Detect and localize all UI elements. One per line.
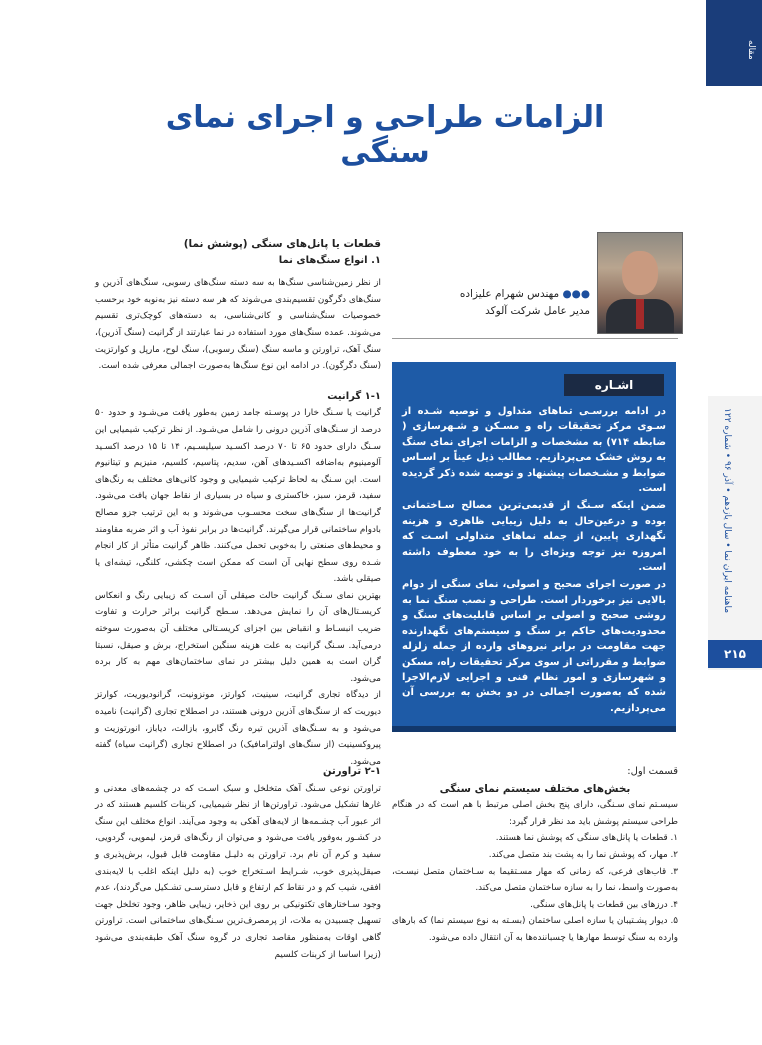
author-bullet-icon: ●●● xyxy=(562,288,590,300)
abstract-text xyxy=(402,404,666,718)
granite-title: ۱-۱ گرانیت xyxy=(327,390,381,402)
issue-label: ماهنامه ایران نما • سال یازدهم • آذر ۹۶ • شماره ۱۲۲ xyxy=(722,408,732,614)
page-number: ۲۱۵ xyxy=(708,640,762,668)
part-intro: سیسـتم نمای سـنگی، دارای پنج بخش اصلی مرتبط با هم است که در هنگام طراحی سیستم پوشش باید مد نظر قرار گیرد: xyxy=(392,800,678,827)
left-column-bottom xyxy=(95,764,381,963)
author-name-line xyxy=(400,286,590,303)
left-intro: از نظر زمین‌شناسی سنگ‌ها به سه دسته سنگ‌های رسوبی، سنگ‌های آذرین و سنگ‌های دگرگون تقسیم‌بندی می‌شوند که هر سه دسته نیز به‌نوبه خود برحسب خصوصیات سنگ‌شناسی و کانی‌شناسی، به دسته‌های کوچک‌تری تقسیم می‌شوند. عمده سنگ‌های مورد استفاده در نما عبارتند از گرانیت (سنگ آذرین)، سنگ آهک، تراورتن و ماسه سنگ (سنگ رسوبی)، سنگ لوح، مارپل و کوارتزیت (سنگ دگرگون). در ادامه این نوع سنگ‌ها به‌صورت اجمالی معرفی شده است. xyxy=(95,278,381,372)
author-info xyxy=(400,286,590,320)
part-one-section xyxy=(392,764,678,947)
left-heading: قطعات یا پانل‌های سنگی (پوشش نما) xyxy=(183,238,381,250)
granite-paragraph: گرانیت یا سـنگ خارا در پوسـته جامد زمین به‌طور یافت می‌شـود و حدود ۵۰ درصد از سـنگ‌های آذرین درونی را شامل می‌شـود. از نظر ترکیب شیمیایی این سـنگ دارای حدود ۶۵ تا ۷۰ درصد اکسـید سیلیسـیم، ۱۴ تا ۱۵ درصد اکسـید آلومینیوم به‌اضافه اکسـیدهای آهن، سدیم، پتاسیم، کلسیم، منیزیم و تیتانیوم است. این سـنگ به لحاظ ترکیب شیمیایی و وجود کانی‌های مختلف به رنگ‌های سفید، قرمز، سبز، خاکستری و سیاه در بسیاری از نقاط جهان یافت می‌شود. گرانیت‌ها از سنگ‌های سخت محسـوب می‌شوند و به این ترتیب جزو مصالح بادوام ساختمانی قرار می‌گیرند. گرانیت‌ها در برابر نفوذ آب و اثر ضربه مقاومند و محیط‌های صنعتی را به‌خوبی تحمل می‌کنند. ظاهر گرانیت متأثر از کار انجام شـده روی سطح نهایی آن است که ممکن است چکشی، کلنگی، تیشه‌ای یا صیقلی باشد. xyxy=(95,408,381,585)
author-role: مدیر عامل شرکت آلوکد xyxy=(485,305,590,317)
left-column xyxy=(95,236,381,770)
part-heading: بخش‌های مختلف سیستم نمای سنگی xyxy=(439,782,631,795)
author-face xyxy=(622,251,658,295)
left-subheading: ۱. انواع سنگ‌های نما xyxy=(278,254,381,266)
section-tab-label: مقاله xyxy=(746,40,756,60)
abstract-paragraph: در ادامه بررسـی تماهای متداول و توصیه شـده از سـوی مرکز تحقیقات راه و مسـکن و شـهرسازی ( ضابطه ۷۱۴) به مشخصات و الزامات اجرای نمای سنگ به روش خشک می‌پردازیم. مطالب ذیل عیناً بر اسـاس ضوابط و مشـخصات پیشنهاد و توصیه شده ذکر گردیده است. xyxy=(402,406,667,495)
list-item: ۲. مهار، که پوشش نما را به پشت بند متصل می‌کند. xyxy=(488,849,678,860)
granite-paragraph: بهترین نمای سـنگ گرانیت حالت صیقلی آن اسـت که زیبایی رنگ و انعکاس کریسـتال‌های آن را نمایش می‌دهد. سـطح گرانیت براثر حرارت و تفاوت ضریب انبسـاط و انقباض بین اجزای کریسـتالی مختلف آن به‌صورت سوخته درمی‌آید. سـنگ گرانیت به علت هزینه سنگین استخراج، برش و صیقل، نسبتا گران است به همین دلیل بیشتر در نمای ساختمان‌های مهم به کار برده می‌شود. xyxy=(95,590,381,684)
author-name: مهندس شهرام علیزاده xyxy=(459,288,560,300)
author-photo xyxy=(597,232,683,334)
abstract-paragraph: در صورت اجرای صحیح و اصولی، نمای سنگی از دوام بالایی نیز برخوردار است. طراحی و نصب سنگ نما به روشی صحیح و اصولی بر اساس قابلیت‌های سنگ و محدودیت‌های حاکم بر سنگ و سیستم‌های نگهدارنده جهت مقاومت در برابر نیروهای وارده از جمله زلزله ضوابط و مقرراتی از سوی مرکز تحقیقات راه، مسکن و شهرسازی و امور نظام فنی و اجرایی لازم‌الاجرا شده که به‌صورت اجمالی در دو بخش به بررسی آن می‌پردازیم. xyxy=(402,579,666,714)
author-divider xyxy=(392,338,678,339)
list-item: ۴. درزهای بین قطعات یا پانل‌های سنگی. xyxy=(530,899,678,910)
author-tie xyxy=(636,299,644,329)
abstract-heading: اشـاره xyxy=(564,374,664,396)
list-item: ۱. قطعات یا پانل‌های سنگی که پوشش نما هستند. xyxy=(495,833,678,844)
issue-strip xyxy=(708,396,762,670)
travertine-title: ۲-۱ تراورتن xyxy=(323,766,381,777)
abstract-box xyxy=(392,362,676,732)
abstract-paragraph: ضمن اینکه سـنگ از قدیمی‌ترین مصالح سـاختمانی بوده و درعین‌حال به دلیل زیبایی ظاهری و هزینه نگهداری پایین، از جمله نماهای متداولی اسـت که امروزه نیز توجه ویژه‌ای را به خود معطوف داشته است. xyxy=(402,500,666,574)
travertine-paragraph: تراورتن نوعی سـنگ آهک متخلخل و سبک اسـت که در چشمه‌های معدنی و غارها تشکیل می‌شود. تراورتن‌ها از نظر شیمیایی، کربنات کلسیم هستند که در اثر عبور آب چشـمه‌ها از لایه‌های آهکی به وجود می‌آیند. انواع مختلف این سنگ در کشـور به‌وفور یافت می‌شود و می‌توان از رنگ‌های قرمز، لیمویی، گردویی، سفید و کرم آن نام برد. تراورتن به دلیـل مقاومت قابل قبول، برش‌پذیری و صیقل‌پذیری خوب، شـرایط اسـتخراج خوب (به دلیل اینکه اغلب با لایه‌بندی افقی، شیب کم و در نقاط کم ارتفاع و قابل دسترسـی تشـکیل می‌گردند)، عدم وجود سـاختارهای تکتونیکی بر روی این ذخایر، زیبایی ظاهر، وجود تخلخل جهت تسهیل چسبیدن به ملات، از پرمصرف‌ترین سـنگ‌های ساختمانی است. تراورتن گاهی اوقات به‌منظور مقاصد تجاری در گروه سنگ آهک طبقه‌بندی می‌شود (زیرا اساسا از کربنات کلسیم xyxy=(95,783,381,960)
list-item: ۳. قاب‌های فرعی، که زمانی که مهار مسـتقیما به سـاختمان متصل نیسـت، به‌صورت واسط، نما را به سازه ساختمان متصل می‌کند. xyxy=(392,866,678,894)
part-label: قسمت اول: xyxy=(627,766,678,777)
section-tab xyxy=(706,0,762,86)
abstract-bottom-bar xyxy=(392,726,676,732)
granite-paragraph: از دیدگاه تجاری گرانیت، سینیت، کوارتز، مونزونیت، گرانودیوریت، کوارتز دیوریت که از سنگ‌های آذرین درونی هستند، در اصطلاح تجاری (گرانیت) نامیده می‌شود و به سـنگ‌های آذرین تیره رنگ گابرو، بازالت، دیاباز، انورتوزیت و پیروکسینیت (از سنگ‌های اولترامافیک) در اصطلاح تجاری (گرانیت سیاه) گفته می‌شود. xyxy=(95,690,381,767)
list-item: ۵. دیوار پشـتیبان یا سازه اصلی ساختمان (بسـته به نوع سیستم نما) که بارهای وارده به سنگ توسط مهارها یا چسباننده‌ها به آن انتقال داده می‌شود. xyxy=(392,916,678,943)
article-title: الزامات طراحی و اجرای نمای سنگی xyxy=(165,100,605,170)
